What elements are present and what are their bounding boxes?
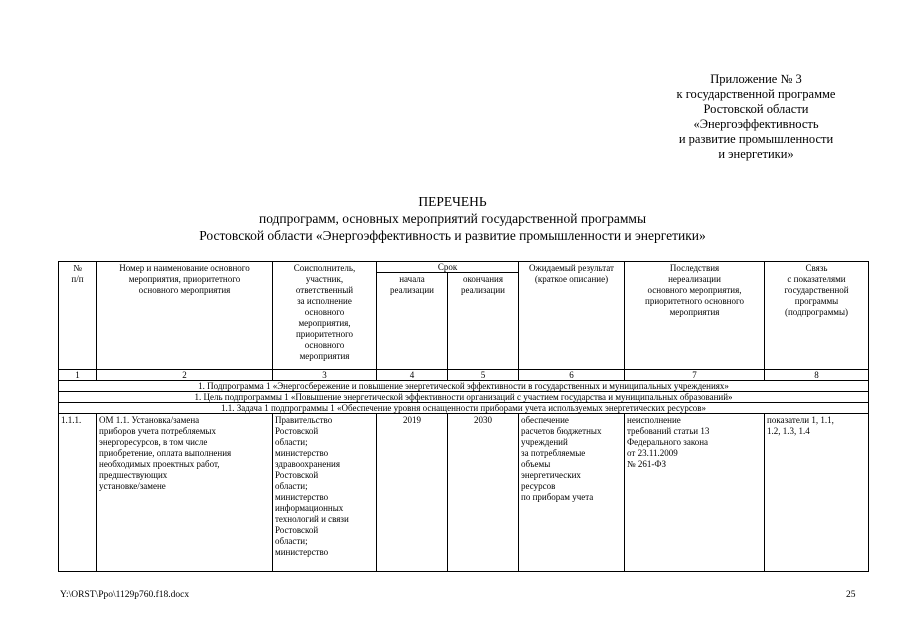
header-result: Ожидаемый результат (краткое описание) <box>519 262 625 370</box>
column-number: 1 <box>59 370 97 381</box>
footer-file-path: Y:\ORST\Ppo\1129p760.f18.docx <box>60 590 190 600</box>
section-row <box>59 403 869 414</box>
page-number: 25 <box>846 590 856 600</box>
section-goal: 1. Цель подпрограммы 1 «Повышение энергетической эффективности организаций с участием государства и муниципальных образований» <box>59 392 869 403</box>
measures-table <box>58 261 869 572</box>
section-task: 1.1. Задача 1 подпрограммы 1 «Обеспечение уровня оснащенности приборами учета используемых энергетических ресурсов» <box>59 403 869 414</box>
column-number: 3 <box>273 370 377 381</box>
row-link: показатели 1, 1.1, 1.2, 1.3, 1.4 <box>765 414 869 572</box>
row-result: обеспечение расчетов бюджетных учреждений за потребляемые объемы энергетических ресурсов по приборам учета <box>519 414 625 572</box>
document-subtitle-2: Ростовской области «Энергоэффективность и развитие промышленности и энергетики» <box>199 228 706 243</box>
appendix-line: «Энергоэффективность <box>693 117 819 131</box>
appendix-line: и развитие промышленности <box>678 132 834 146</box>
column-number: 8 <box>765 370 869 381</box>
document-subtitle: подпрограмм, основных мероприятий государственной программы <box>258 211 647 226</box>
column-number: 5 <box>448 370 519 381</box>
section-row <box>59 381 869 392</box>
header-num: № п/п <box>59 262 97 370</box>
section-row <box>59 392 869 403</box>
row-executor: Правительство Ростовской области; министерство здравоохранения Ростовской области; министерство информационных технологий и связи Ростовской области; министерство <box>273 414 377 572</box>
appendix-line: Приложение № 3 <box>710 72 802 86</box>
row-name: ОМ 1.1. Установка/замена приборов учета потребляемых энергоресурсов, в том числе приобретение, оплата выполнения необходимых проектных работ, предшествующих установке/замене <box>97 414 273 572</box>
header-end: окончания реализации <box>448 273 519 370</box>
row-consequences: неисполнение требований статьи 13 Федерального закона от 23.11.2009 № 261-ФЗ <box>625 414 765 572</box>
table-row <box>59 414 869 572</box>
section-subprogram: 1. Подпрограмма 1 «Энергосбережение и повышение энергетической эффективности в государственных и муниципальных учреждениях» <box>59 381 869 392</box>
column-number: 7 <box>625 370 765 381</box>
row-start: 2019 <box>377 414 448 572</box>
row-end: 2030 <box>448 414 519 572</box>
appendix-line: и энергетики» <box>718 147 794 161</box>
appendix-block <box>640 72 872 162</box>
header-term: Срок <box>377 262 519 273</box>
header-row <box>59 262 869 273</box>
appendix-line: к государственной программе <box>676 87 836 101</box>
column-number: 2 <box>97 370 273 381</box>
column-number: 6 <box>519 370 625 381</box>
header-start: начала реализации <box>377 273 448 370</box>
column-number: 4 <box>377 370 448 381</box>
header-consequences: Последствия нереализации основного мероприятия, приоритетного основного мероприятия <box>625 262 765 370</box>
appendix-line: Ростовской области <box>703 102 809 116</box>
document-heading: ПЕРЕЧЕНЬ <box>418 194 487 209</box>
row-num: 1.1.1. <box>59 414 97 572</box>
header-link: Связь с показателями государственной программы (подпрограммы) <box>765 262 869 370</box>
column-number-row <box>59 370 869 381</box>
header-executor: Соисполнитель, участник, ответственный за исполнение основного мероприятия, приоритетного основного мероприятия <box>273 262 377 370</box>
header-name: Номер и наименование основного мероприятия, приоритетного основного мероприятия <box>97 262 273 370</box>
